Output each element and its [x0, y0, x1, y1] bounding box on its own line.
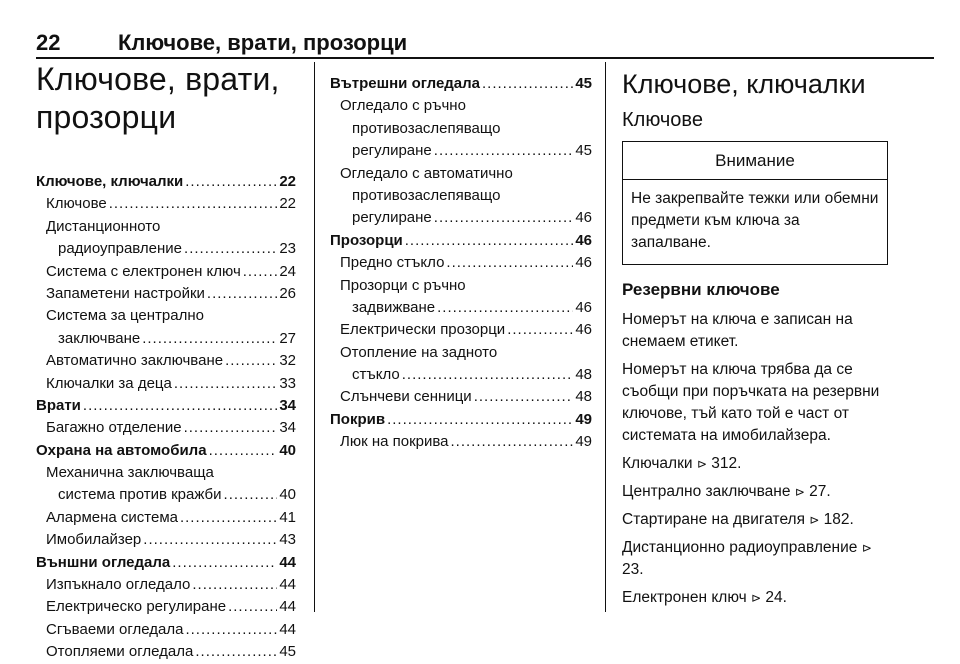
toc-entry-label: Огледало с ръчно: [340, 97, 466, 115]
toc-entry[interactable]: [330, 431, 592, 453]
toc-leader-dots: [224, 484, 278, 506]
column-divider-1: [314, 62, 315, 612]
toc-entry[interactable]: [330, 364, 592, 386]
toc-entry-label: Система с електронен ключ: [46, 262, 241, 280]
paragraph: Номерът на ключа е записан на снемаем етикет.: [622, 311, 853, 350]
toc-leader-dots: [434, 140, 574, 162]
toc-entry[interactable]: [330, 297, 592, 319]
toc-entry-label: Имобилайзер: [46, 531, 142, 549]
chapter-title-line-2: прозорци: [36, 99, 177, 135]
toc-leader-dots: [109, 193, 278, 215]
warning-heading: Внимание: [623, 142, 887, 180]
toc-entry-label: Прозорци с ръчно: [340, 276, 466, 294]
toc-entry[interactable]: [36, 440, 296, 462]
toc-entry-page: 46: [575, 298, 592, 316]
toc-entry-page: 48: [575, 388, 592, 406]
cross-references: [622, 453, 888, 609]
toc-entry-label: Електрически прозорци: [340, 321, 506, 339]
toc-entry-page: 48: [575, 366, 592, 384]
toc-leader-dots: [184, 238, 277, 260]
toc-entry-label: Слънчеви сенници: [340, 388, 472, 406]
toc-entry-page: 22: [279, 173, 296, 190]
toc-entry[interactable]: [36, 552, 296, 574]
toc-entry-label: Прозорци: [330, 231, 403, 249]
toc-entry-page: 46: [575, 231, 592, 249]
toc-entry[interactable]: [330, 252, 592, 274]
cross-reference-page: 23.: [622, 561, 644, 578]
toc-entry-label: Ключалки за деца: [46, 374, 172, 392]
toc-entry[interactable]: [330, 118, 592, 140]
toc-column-1: [36, 171, 296, 664]
toc-entry-label: регулиране: [352, 142, 432, 160]
toc-entry[interactable]: [36, 305, 296, 327]
reference-arrow-icon: ⊳: [751, 591, 762, 605]
toc-entry[interactable]: [36, 596, 296, 618]
toc-entry-label: Багажно отделение: [46, 419, 182, 437]
cross-reference[interactable]: [622, 509, 888, 531]
toc-entry-label: задвижване: [352, 298, 436, 316]
toc-entry-label: Ключове, ключалки: [36, 173, 184, 190]
toc-entry-label: Охрана на автомобила: [36, 441, 207, 459]
toc-leader-dots: [180, 507, 277, 529]
toc-entry[interactable]: [36, 507, 296, 529]
toc-leader-dots: [405, 230, 574, 252]
toc-entry-label: Отопляеми огледала: [46, 643, 194, 661]
toc-entry-label: Предно стъкло: [340, 254, 445, 272]
page-number: 22: [36, 30, 61, 55]
toc-entry[interactable]: [36, 484, 296, 506]
toc-entry-label: Покрив: [330, 410, 386, 428]
toc-entry-page: 27: [279, 329, 296, 347]
toc-entry-label: Врати: [36, 396, 81, 414]
toc-entry[interactable]: [330, 140, 592, 162]
toc-entry-page: 34: [279, 419, 296, 437]
warning-box: [622, 141, 888, 265]
cross-reference-page: 24.: [761, 589, 787, 606]
toc-entry[interactable]: [330, 73, 592, 95]
toc-entry[interactable]: [330, 163, 592, 185]
toc-entry[interactable]: [330, 185, 592, 207]
toc-entry-page: 22: [279, 195, 296, 213]
reference-arrow-icon: ⊳: [696, 457, 707, 471]
toc-entry[interactable]: [36, 193, 296, 215]
toc-entry-page: 34: [279, 396, 296, 414]
toc-entry-label: Отопление на задното: [340, 343, 498, 361]
toc-leader-dots: [482, 73, 573, 95]
toc-entry-label: Алармена система: [46, 508, 178, 526]
toc-entry-page: 44: [279, 553, 296, 571]
toc-entry-label: противозаслепяващо: [352, 119, 501, 137]
toc-leader-dots: [387, 409, 573, 431]
toc-entry[interactable]: [36, 283, 296, 305]
toc-entry-page: 44: [279, 620, 296, 638]
toc-leader-dots: [185, 619, 277, 641]
toc-entry-page: 45: [279, 643, 296, 661]
toc-entry-label: Запаметени настройки: [46, 284, 205, 302]
toc-entry-label: радиоуправление: [58, 240, 183, 258]
toc-entry-page: 46: [575, 321, 592, 339]
cross-reference[interactable]: [622, 481, 888, 503]
toc-entry-label: Електрическо регулиране: [46, 598, 227, 616]
toc-leader-dots: [451, 431, 574, 453]
toc-entry-label: стъкло: [352, 366, 400, 384]
toc-entry[interactable]: [330, 409, 592, 431]
toc-entry[interactable]: [330, 386, 592, 408]
toc-entry[interactable]: [36, 373, 296, 395]
reference-arrow-icon: ⊳: [794, 485, 805, 499]
toc-entry-label: заключване: [58, 329, 141, 347]
cross-reference-text: Дистанционно радиоуправление: [622, 539, 862, 556]
toc-entry-label: Външни огледала: [36, 553, 171, 571]
toc-entry-page: 43: [279, 531, 296, 549]
toc-entry-page: 23: [279, 240, 296, 258]
toc-entry-page: 49: [575, 410, 592, 428]
toc-leader-dots: [209, 440, 278, 462]
toc-entry-page: 46: [575, 254, 592, 272]
cross-reference[interactable]: [622, 587, 888, 609]
toc-leader-dots: [192, 574, 277, 596]
toc-entry[interactable]: [330, 95, 592, 117]
cross-reference-text: Ключалки: [622, 455, 697, 472]
toc-column-2: [330, 73, 592, 454]
toc-leader-dots: [83, 395, 277, 417]
toc-entry[interactable]: [36, 462, 296, 484]
toc-entry-label: система против кражби: [58, 486, 222, 504]
toc-leader-dots: [228, 596, 277, 618]
toc-entry-page: 41: [279, 508, 296, 526]
toc-leader-dots: [437, 297, 573, 319]
toc-entry[interactable]: [330, 319, 592, 341]
cross-reference-text: Централно заключване: [622, 483, 795, 500]
chapter-title-line-1: Ключове, врати,: [36, 61, 280, 97]
cross-reference-page: 182.: [819, 511, 854, 528]
toc-entry[interactable]: [36, 261, 296, 283]
cross-reference-page: 27.: [804, 483, 831, 500]
column-divider-2: [605, 62, 606, 612]
toc-leader-dots: [434, 207, 574, 229]
toc-entry-page: 40: [279, 441, 296, 459]
toc-entry-label: Механична заключваща: [46, 464, 214, 482]
cross-reference-text: Стартиране на двигателя: [622, 511, 810, 528]
toc-leader-dots: [207, 283, 277, 305]
toc-entry[interactable]: [36, 574, 296, 596]
toc-entry-label: Вътрешни огледала: [330, 75, 481, 92]
toc-leader-dots: [507, 319, 573, 341]
toc-entry-label: противозаслепяващо: [352, 186, 501, 204]
toc-entry-label: Автоматично заключване: [46, 352, 224, 370]
toc-entry[interactable]: [330, 207, 592, 229]
toc-leader-dots: [143, 529, 277, 551]
toc-entry[interactable]: [36, 417, 296, 439]
toc-entry-page: 32: [279, 352, 296, 370]
toc-entry[interactable]: [330, 230, 592, 252]
toc-entry[interactable]: [36, 171, 296, 193]
toc-leader-dots: [243, 261, 278, 283]
toc-leader-dots: [174, 373, 277, 395]
toc-entry-page: 45: [575, 142, 592, 160]
toc-entry-label: Система за централно: [46, 307, 204, 325]
subsection-heading: Ключове: [622, 109, 703, 131]
toc-entry-page: 24: [279, 262, 296, 280]
toc-entry-label: Сгъваеми огледала: [46, 620, 184, 638]
reference-arrow-icon: ⊳: [809, 513, 820, 527]
page-header: [36, 30, 934, 58]
section-heading: Ключове, ключалки: [622, 69, 866, 99]
toc-entry-label: регулиране: [352, 209, 432, 227]
cross-reference[interactable]: [622, 453, 888, 475]
warning-text: Не закрепвайте тежки или обемни предмети към ключа за запалване.: [631, 190, 879, 251]
toc-entry[interactable]: [36, 395, 296, 417]
reference-arrow-icon: ⊳: [861, 541, 872, 555]
toc-entry[interactable]: [36, 328, 296, 350]
toc-leader-dots: [225, 350, 277, 372]
running-title: Ключове, врати, прозорци: [118, 30, 408, 55]
cross-reference-text: Електронен ключ: [622, 589, 752, 606]
toc-leader-dots: [474, 386, 574, 408]
toc-entry-page: 49: [575, 433, 592, 451]
toc-entry[interactable]: [36, 641, 296, 663]
toc-leader-dots: [195, 641, 277, 663]
toc-entry-label: Изпъкнало огледало: [46, 576, 191, 594]
toc-entry-page: 26: [279, 284, 296, 302]
toc-entry-page: 33: [279, 374, 296, 392]
chapter-title: [36, 60, 296, 136]
toc-entry-page: 44: [279, 598, 296, 616]
toc-entry[interactable]: [36, 238, 296, 260]
toc-entry[interactable]: [36, 619, 296, 641]
toc-entry-label: Ключове: [46, 195, 107, 213]
toc-entry-label: Дистанционното: [46, 217, 161, 235]
toc-entry[interactable]: [330, 275, 592, 297]
header-rule: [36, 57, 934, 59]
paragraph: Номерът на ключа трябва да се съобщи при поръчката на резервни ключове, тъй като той е част от системата на имобилайзера.: [622, 361, 880, 444]
toc-entry[interactable]: [36, 529, 296, 551]
toc-leader-dots: [446, 252, 573, 274]
toc-entry-page: 44: [279, 576, 296, 594]
toc-entry-page: 45: [575, 75, 592, 92]
toc-leader-dots: [172, 552, 277, 574]
cross-reference-page: 312.: [706, 455, 742, 472]
toc-entry-label: Огледало с автоматично: [340, 164, 513, 182]
toc-entry-page: 40: [279, 486, 296, 504]
spare-keys-heading: Резервни ключове: [622, 280, 780, 299]
toc-leader-dots: [402, 364, 574, 386]
toc-entry[interactable]: [330, 342, 592, 364]
toc-leader-dots: [185, 171, 277, 193]
toc-leader-dots: [142, 328, 277, 350]
toc-entry[interactable]: [36, 350, 296, 372]
toc-entry-page: 46: [575, 209, 592, 227]
section-keys: [622, 62, 888, 615]
cross-reference[interactable]: [622, 537, 888, 581]
toc-entry[interactable]: [36, 216, 296, 238]
toc-leader-dots: [184, 417, 278, 439]
toc-entry-label: Люк на покрива: [340, 433, 449, 451]
